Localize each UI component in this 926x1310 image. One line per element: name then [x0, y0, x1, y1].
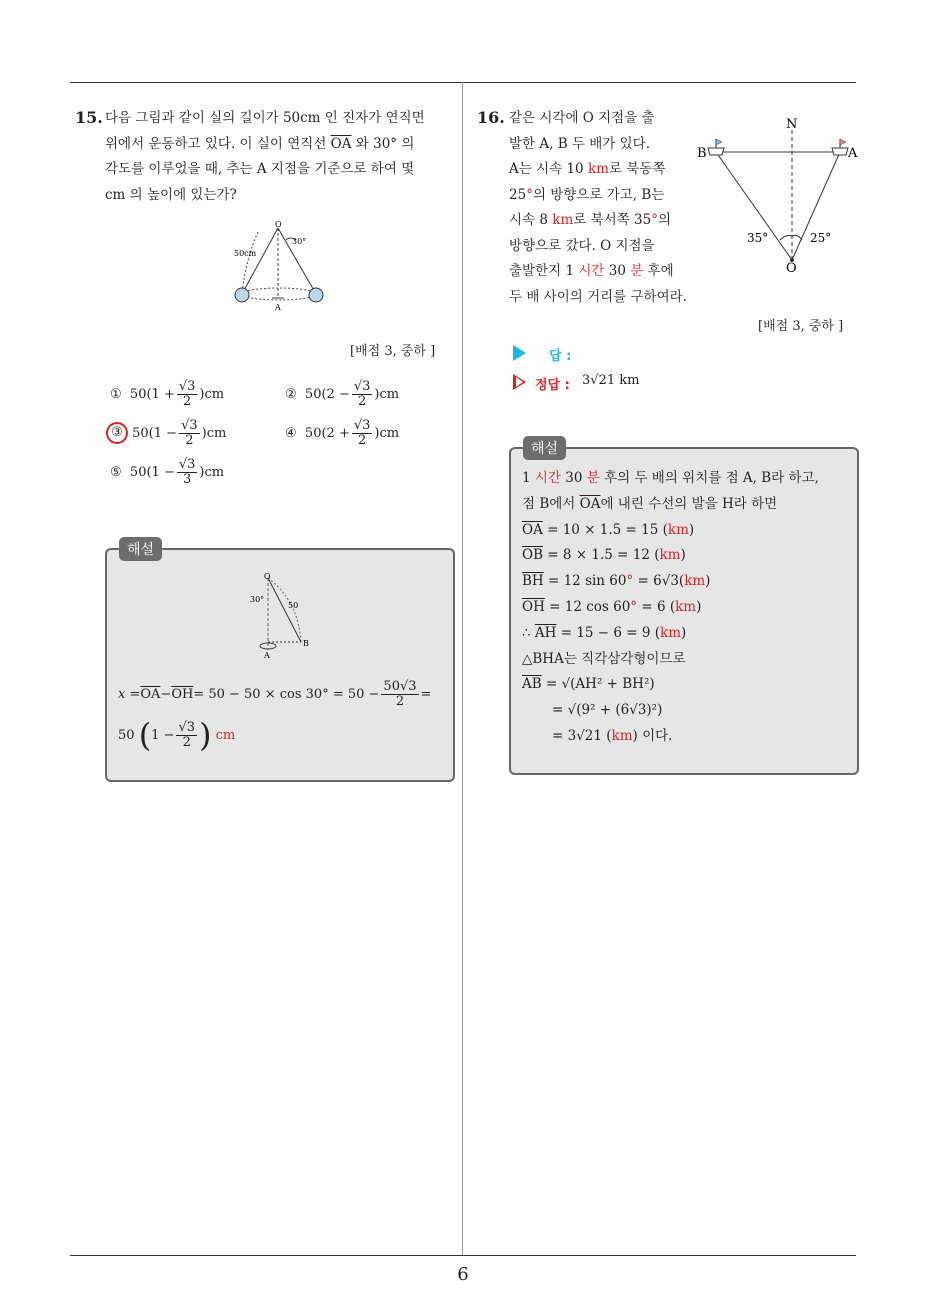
sol-line10: = √(9² + (6√3)²) — [552, 702, 663, 719]
fig-label-angle: 30° — [292, 237, 307, 246]
q16-score: [배점 3, 중하 ] — [758, 319, 844, 334]
q16-line5: 시속 8 km로 북서쪽 35°의 — [509, 212, 671, 228]
fig-angle-right: 25° — [810, 231, 832, 245]
q16-ships-figure — [692, 112, 864, 278]
choice-2[interactable]: ② 50(2 − $\frac{√3}{2}$ )cm — [285, 379, 400, 409]
q15-line4: cm 의 높이에 있는가? — [105, 186, 237, 203]
q16-line1: 같은 시각에 O 지점을 출 — [509, 110, 655, 126]
sol-line3: $\overline{OA} = 10 \times 1.5 = 15$ (km) — [522, 521, 695, 538]
q16-solution-label: 해설 — [523, 436, 566, 460]
q16-number: 16. — [477, 108, 505, 127]
answer-arrow-icon — [513, 345, 526, 361]
sol-line7: ∴ $\overline{AH} = 15 - 6 = 9$ (km) — [522, 624, 687, 641]
sol-fig-a: A — [264, 651, 270, 660]
choice-5[interactable]: ⑤ 50(1 − $\frac{√3}{3}$ )cm — [110, 457, 225, 487]
q15-solution-eq1: x = $\overline{OA}$ − $\overline{OH}$ = 50 − 50 × cos 30° = 50 − $\frac{50√3}{2}$ = — [118, 679, 432, 709]
fig-angle-left: 35° — [747, 231, 769, 245]
choice-3[interactable]: ③ 50(1 − $\frac{√3}{2}$ )cm — [106, 419, 226, 447]
fig-label-length: 50cm — [234, 249, 257, 258]
sol-line9: $\overline{AB} = √(AH^2 + BH^2)$ — [522, 676, 655, 693]
sol-fig-o: O — [264, 572, 271, 581]
bottom-rule — [70, 1255, 856, 1256]
q15-score: [배점 3, 중하 ] — [350, 344, 436, 359]
q15-line1: 다음 그림과 같이 실의 길이가 50cm 인 진자가 연직면 — [105, 110, 425, 126]
q16-line4: 25°의 방향으로 가고, B는 — [509, 186, 665, 203]
q15-solution-eq2: 50 ( 1 − $\frac{√3}{2}$ ) cm — [118, 716, 236, 754]
q15-solution-figure — [246, 570, 316, 660]
q15-pendulum-figure — [228, 218, 328, 314]
fig-label-o: O — [275, 220, 282, 229]
answer-label: 답 : — [549, 349, 572, 364]
fig-ship-a: A — [848, 146, 858, 161]
sol-fig-angle: 30° — [250, 595, 265, 604]
fig-ship-b: B — [697, 146, 707, 161]
segment-oa: $\overline{OA}$ — [330, 135, 352, 152]
sol-fig-b: B — [303, 639, 309, 648]
fig-north: N — [786, 117, 798, 132]
fig-label-a: A — [275, 303, 281, 312]
correct-label: 정답 : — [535, 378, 570, 393]
choice-4[interactable]: ④ 50(2 + $\frac{√3}{2}$ )cm — [285, 418, 400, 448]
sol-line6: $\overline{OH} = 12$ cos 60° = 6 (km) — [522, 598, 702, 615]
q15-number: 15. — [75, 108, 103, 127]
q15-solution-label: 해설 — [119, 537, 162, 561]
q15-line2: 위에서 운동하고 있다. 이 실이 연직선 $\overline{OA}$ 와 30° 의 — [105, 135, 415, 152]
column-divider — [462, 82, 463, 1256]
sol-line11: = 3√21 (km) 이다. — [552, 727, 673, 744]
q16-solution-text — [522, 466, 819, 750]
sol-line8: △BHA는 직각삼각형이므로 — [522, 650, 686, 667]
sol-line1: 1 시간 30 분 후의 두 배의 위치를 점 A, B라 하고, — [522, 470, 819, 486]
choice-1[interactable]: ① 50(1 + $\frac{√3}{2}$ )cm — [110, 379, 225, 409]
q16-text — [509, 106, 719, 310]
q16-line6: 방향으로 갔다. O 지점을 — [509, 237, 655, 254]
sol-line5: $\overline{BH} = 12$ sin 60° = 6√3(km) — [522, 573, 711, 590]
q16-line8: 두 배 사이의 거리를 구하여라. — [509, 288, 687, 305]
page-number: 6 — [457, 1264, 469, 1285]
q16-line7: 출발한지 1 시간 30 분 후에 — [509, 263, 674, 279]
correct-value: 3√21 km — [582, 373, 640, 388]
q15-text — [105, 106, 457, 208]
q15-line3: 각도를 이루었을 때, 추는 A 지점을 기준으로 하여 몇 — [105, 161, 415, 177]
top-rule — [70, 82, 856, 83]
sol-line4: $\overline{OB} = 8 \times 1.5 = 12$ (km) — [522, 547, 686, 564]
sol-fig-len: 50 — [288, 601, 299, 610]
q16-line2: 발한 A, B 두 배가 있다. — [509, 135, 650, 152]
selected-choice-marker: ③ — [106, 422, 128, 444]
fig-origin-o: O — [786, 261, 797, 276]
sol-line2: 점 B에서 $\overline{OA}$에 내린 수선의 발을 H라 하면 — [522, 495, 778, 512]
q16-line3: A는 시속 10 km로 북동쪽 — [509, 161, 666, 177]
